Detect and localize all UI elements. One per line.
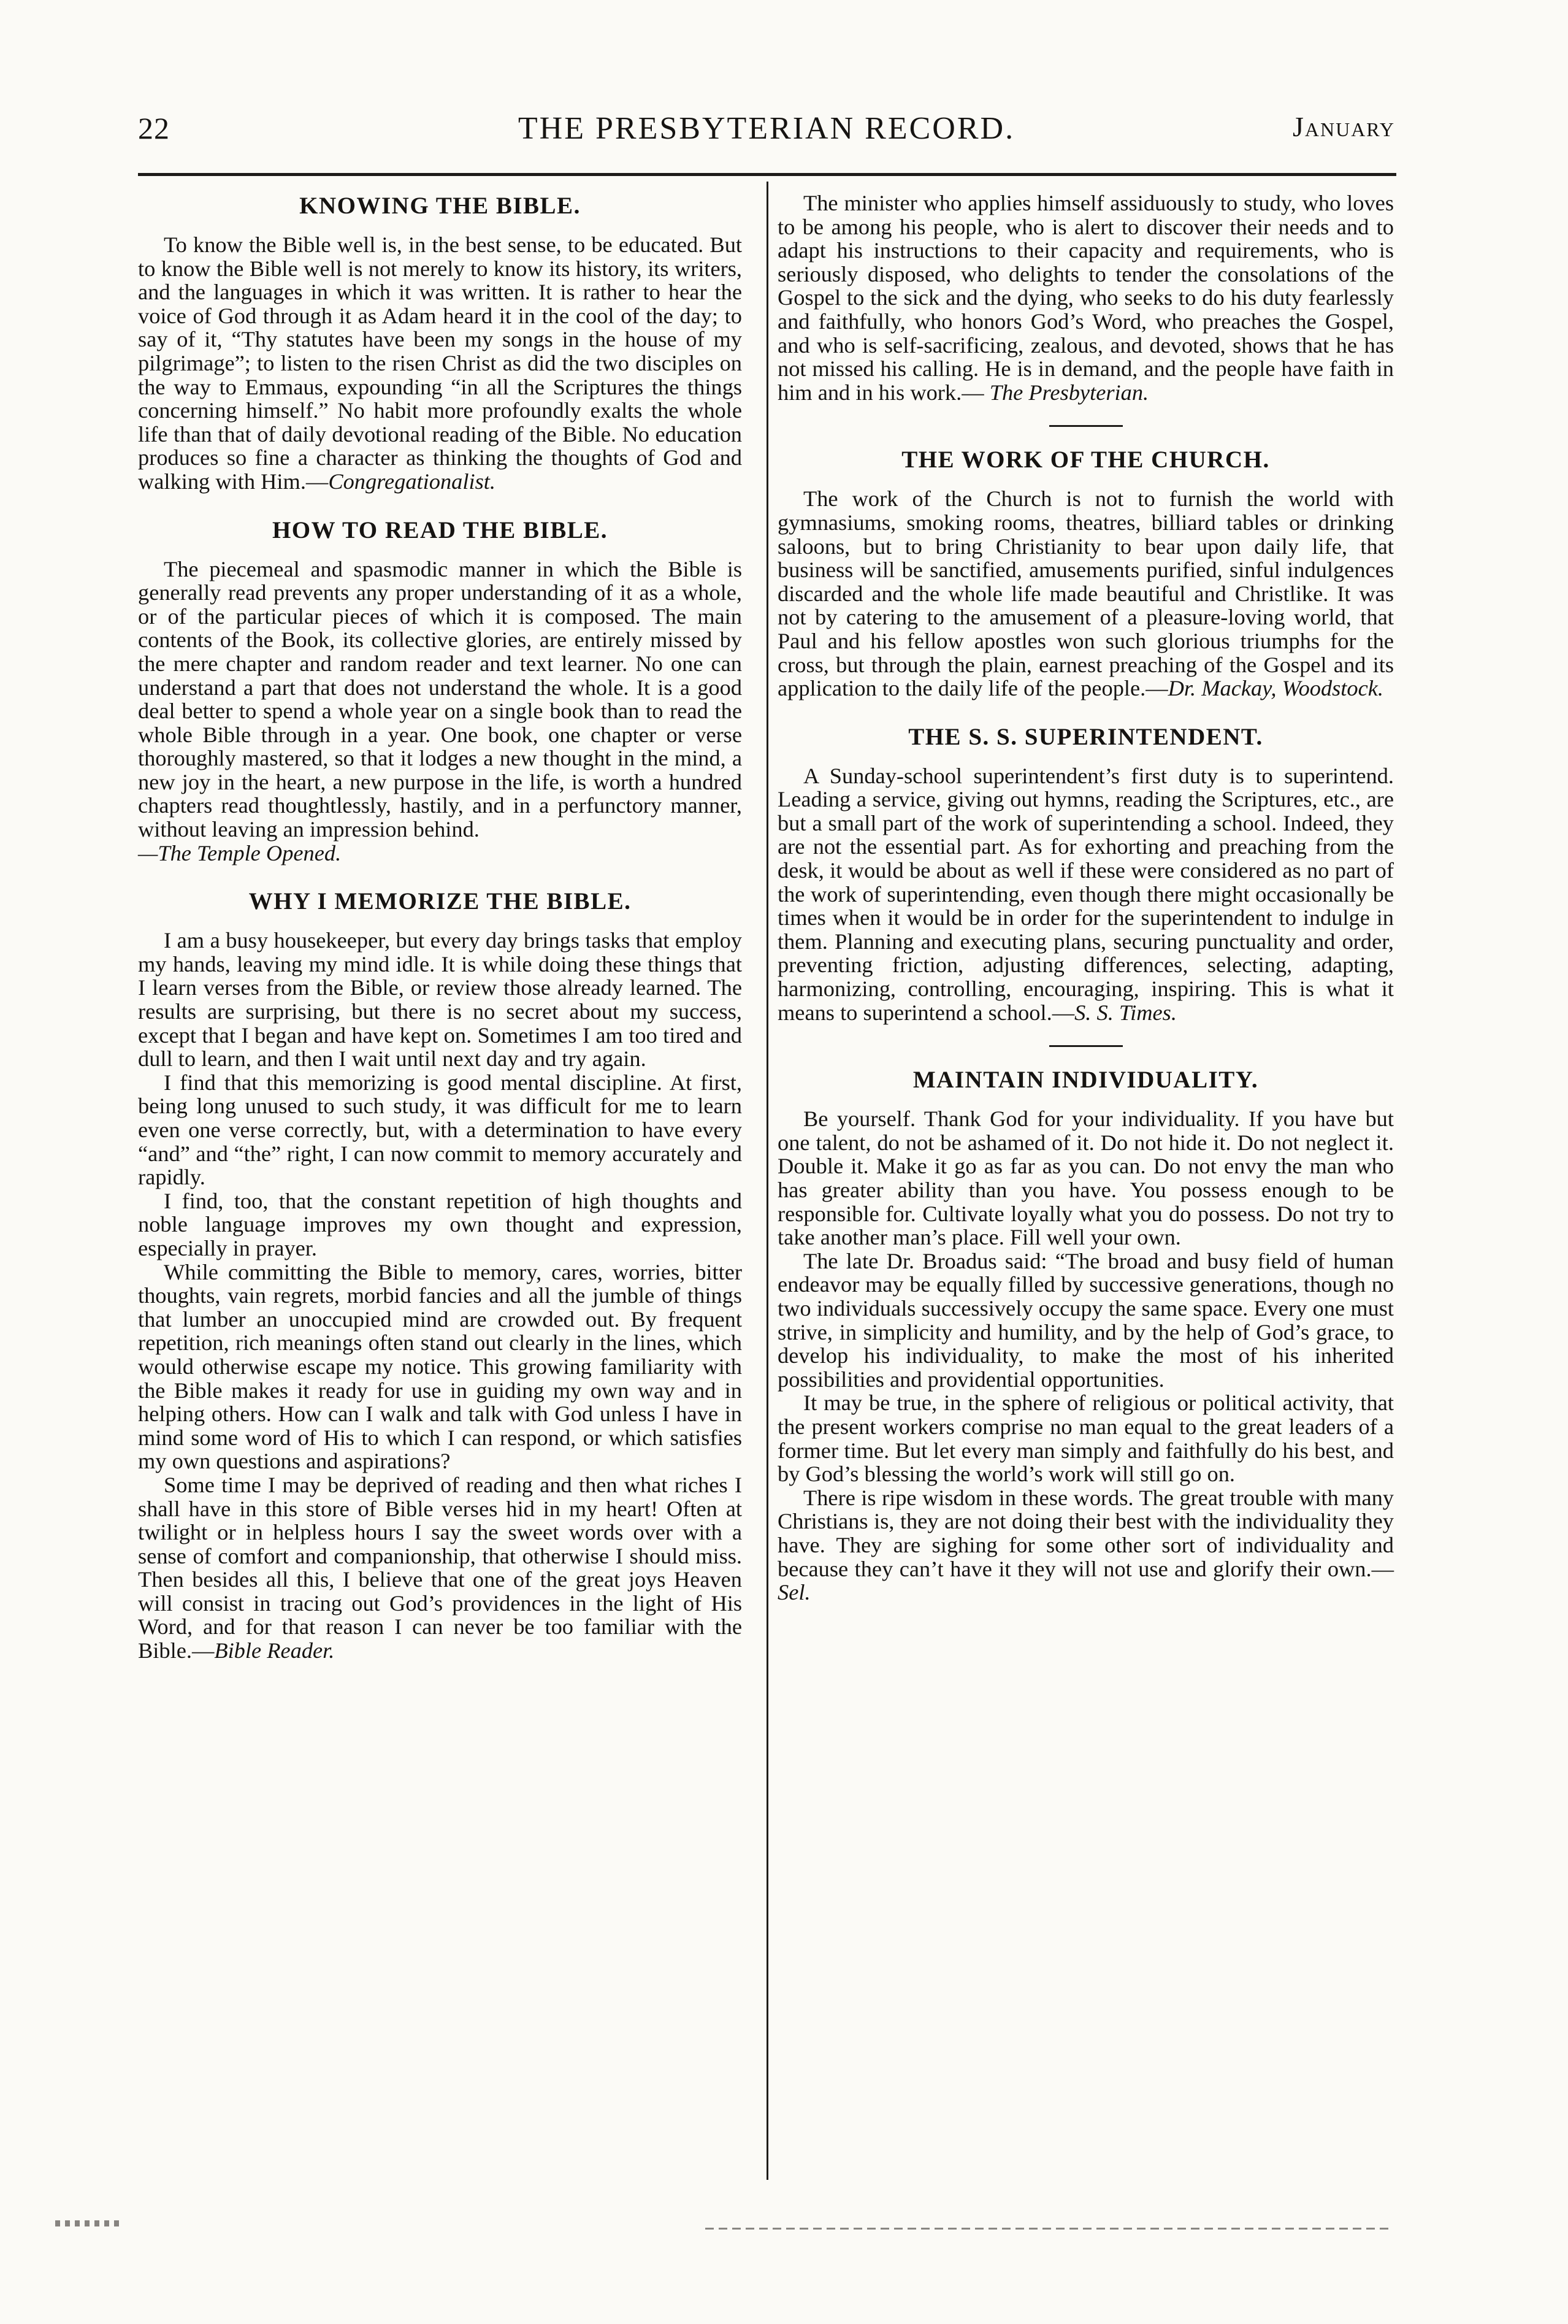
article-paragraph: I am a busy housekeeper, but every day brings tasks that employ my hands, leaving my mind idle. It is while doing these things that I learn verses from the Bible, or review those already learned. The results are surprising, but there is no secret about my success, except that I began and have kept on. Sometimes I am too tired and dull to learn, and then I wait until next day and try again. <box>138 928 742 1072</box>
article-source: Bible Reader. <box>214 1638 335 1663</box>
article-maintain-individuality <box>778 1065 1394 1604</box>
article-paragraph <box>138 1473 742 1663</box>
article-source: The Presbyterian. <box>989 380 1149 405</box>
article-heading: THE S. S. SUPERINTENDENT. <box>908 723 1263 750</box>
article-paragraph <box>138 233 742 494</box>
page-header <box>138 110 1395 159</box>
spacer <box>138 865 742 887</box>
paragraph-text: The work of the Church is not to furnish the world with gymnasiums, smoking rooms, theatres, billiard tables or drinking saloons, but to bring Christianity to bear upon daily life, that business will be sanctified, amusements purified, sinful indulgences discarded and the whole life made beautiful and Christlike. It was not by catering to the amusement of a pleasure-loving world, that Paul and his fellow apostles won such glorious triumphs for the cross, but through the plain, earnest preaching of the Gospel and its application to the daily life of the people.— <box>778 486 1394 701</box>
spacer <box>778 700 1394 723</box>
article-heading: WHY I MEMORIZE THE BIBLE. <box>248 888 632 915</box>
article-source: Congregationalist. <box>328 469 495 494</box>
article-paragraph <box>778 487 1394 700</box>
paragraph-text: There is ripe wisdom in these words. The great trouble with many Christians is, they are not doing their best with the individuality they have. They are sighing for some other sort of individuality and because they can’t have it they will not use and glorify their own.— <box>778 1485 1394 1581</box>
section-separator <box>1049 1045 1123 1047</box>
print-specks <box>55 2220 123 2226</box>
article-heading: MAINTAIN INDIVIDUALITY. <box>912 1067 1259 1094</box>
issue-month: January <box>1292 111 1395 142</box>
article-source: Dr. Mackay, Woodstock. <box>1168 676 1384 701</box>
publication-title: THE PRESBYTERIAN RECORD. <box>518 111 1015 146</box>
paragraph-text: Some time I may be deprived of reading and then what riches I shall have in this store of Bible verses hid in my heart! Often at twilight or in helpless hours I say the sweet words over with a sense of comfort and companionship, that otherwise I should miss. Then besides all this, I believe that one of the great joys Heaven will consist in tracing out God’s providences in the light of His Word, and for that reason I can never be too familiar with the Bible.— <box>138 1472 742 1663</box>
article-heading: KNOWING THE BIBLE. <box>299 193 581 219</box>
paragraph-text: To know the Bible well is, in the best sense, to be educated. But to know the Bible well is not merely to know its history, its writers, and the languages in which it was written. It is rather to hear the voice of God through it as Adam heard it in the cool of the day; to say of it, “Thy statutes have been my songs in the house of my pilgrimage”; to listen to the risen Christ as did the two disciples on the way to Emmaus, expounding “in all the Scriptures the things concerning himself.” No habit more profoundly exalts the whole life than that of daily devotional reading of the Bible. No education produces so fine a character as thinking the thoughts of God and walking with Him.— <box>138 232 742 494</box>
column-divider <box>767 182 768 2180</box>
article-work-of-the-church <box>778 445 1394 700</box>
section-separator <box>1049 425 1123 427</box>
article-paragraph: I find, too, that the constant repetition of high thoughts and noble language improves my own thought and expression, especially in prayer. <box>138 1188 742 1260</box>
paragraph-text: The minister who applies himself assiduously to study, who loves to be among his people, who is alert to discover their needs and to adapt his instructions to their capacity and requirements, who is seriously disposed, who delights to tender the consolations of the Gospel to the sick and the dying, who seeks to do his duty fearlessly and faithfully, who honors God’s Word, who preaches the Gospel, and who is self-sacrificing, zealous, and devoted, shows that he has not missed his calling. He is in demand, and the people have faith in him and in his work.— <box>778 191 1394 405</box>
article-the-minister <box>778 191 1394 404</box>
article-source: —The Temple Opened. <box>138 840 342 865</box>
article-paragraph: The piecemeal and spasmodic manner in which the Bible is generally read prevents any proper understanding of it as a whole, or of the particular pieces of which it is composed. The main contents of the Book, its collective glories, are entirely missed by the mere chapter and random reader and text learner. No one can understand a part that does not understand the whole. It is a good deal better to spend a whole year on a single book than to read the whole Bible through in a year. One book, one chapter or verse thoroughly mastered, so that it lodges a new thought in the mind, a new joy in the heart, a new purpose in the life, is worth a hundred chapters read thoughtlessly, hastily, and in a perfunctory manner, without leaving an impression behind. <box>138 556 742 842</box>
article-paragraph: I find that this memorizing is good mental discipline. At first, being long unused to such study, it was difficult for me to learn even one verse correctly, but, with a determination to have every “and” and “the” right, I can now commit to memory accurately and rapidly. <box>138 1070 742 1190</box>
article-ss-superintendent <box>778 723 1394 1025</box>
article-paragraph: While committing the Bible to memory, cares, worries, bitter thoughts, vain regrets, morbid fancies and all the jumble of things that lumber an unoccupied mind are crowded out. By frequent repetition, rich meanings often stand out clearly in the lines, which would otherwise escape my notice. This growing familiarity with the Bible makes it ready for use in guiding my own way and in helping others. How can I walk and talk with God unless I have in mind some word of His to which I can respond, or which satisfies my own questions and aspirations? <box>138 1259 742 1474</box>
footer-dashed-rule <box>705 2228 1392 2230</box>
right-column <box>778 191 1394 1605</box>
article-heading: HOW TO READ THE BIBLE. <box>272 516 608 543</box>
article-source: Sel. <box>778 1580 811 1605</box>
article-heading: THE WORK OF THE CHURCH. <box>901 447 1270 474</box>
header-rule <box>138 173 1396 176</box>
left-column <box>138 191 742 1663</box>
article-knowing-the-bible <box>138 191 742 494</box>
article-paragraph: Be yourself. Thank God for your individuality. If you have but one talent, do not be ashamed of it. Do not hide it. Do not neglect it. Double it. Make it go as far as you can. Do not envy the man who has greater ability than you have. You possess enough to be responsible for. Cultivate loyally what you do possess. Do not try to take another man’s place. Fill well your own. <box>778 1106 1394 1250</box>
article-how-to-read-the-bible <box>138 516 742 865</box>
article-paragraph: The late Dr. Broadus said: “The broad and busy field of human endeavor may be equally filled by successive generations, though no two individuals successively occupy the same space. Every one must strive, in simplicity and humility, and by the help of God’s grace, to develop his individuality, to make the most of his inherited possibilities and providential opportunities. <box>778 1248 1394 1392</box>
article-paragraph <box>778 1486 1394 1605</box>
article-why-i-memorize-the-bible <box>138 887 742 1662</box>
spacer <box>138 494 742 516</box>
article-paragraph: It may be true, in the sphere of religious or political activity, that the present workers comprise no man equal to the great leaders of a former time. But let every man simply and faithfully do his best, and by God’s blessing the world’s work will still go on. <box>778 1390 1394 1487</box>
page-number: 22 <box>138 111 170 145</box>
article-paragraph <box>778 764 1394 1025</box>
paragraph-text: A Sunday-school superintendent’s first duty is to superintend. Leading a service, giving out hymns, reading the Scriptures, etc., are but a small part of the work of superintending a school. Indeed, they are not the essential part. As for exhorting and preaching from the desk, it would be about as well if these were considered as no part of the work of superintending, even though there might occasionally be times when it would be in order for the superintendent to indulge in them. Planning and executing plans, securing punctuality and order, preventing friction, adjusting differences, selecting, adapting, harmonizing, controlling, encouraging, inspiring. This is what it means to superintend a school.— <box>778 763 1394 1025</box>
article-paragraph <box>778 191 1394 404</box>
article-source: S. S. Times. <box>1074 1000 1177 1025</box>
